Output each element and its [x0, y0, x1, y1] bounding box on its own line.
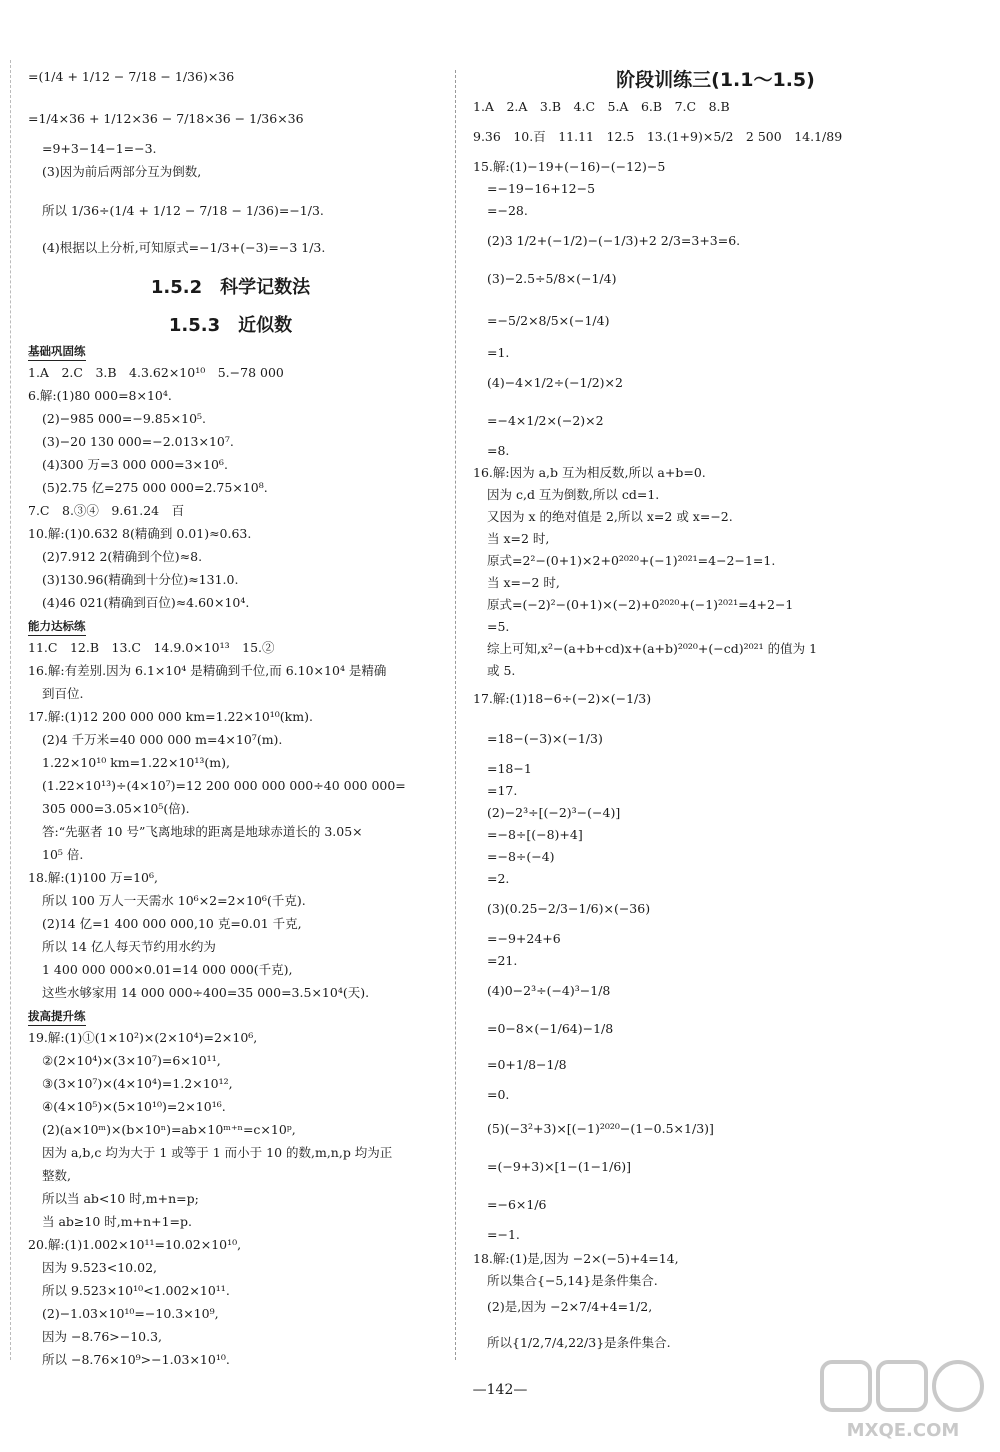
- text-line: (3)−20 130 000=−2.013×10⁷.: [42, 434, 234, 449]
- text-line: (4)300 万=3 000 000=3×10⁶.: [42, 457, 228, 472]
- text-line: =5.: [487, 619, 510, 634]
- page-number: —142—: [472, 1382, 528, 1398]
- watermark-url: MXQE.COM: [846, 1420, 960, 1441]
- text-line: 1 400 000 000×0.01=14 000 000(千克),: [42, 962, 293, 977]
- text-line: 305 000=3.05×10⁵(倍).: [42, 801, 190, 816]
- text-line: =1.: [487, 345, 510, 360]
- text-line: 1.A 2.C 3.B 4.3.62×10¹⁰ 5.−78 000: [28, 365, 284, 380]
- text-line: =−9+24+6: [487, 931, 561, 946]
- text-line: 所以 1/36÷(1/4 + 1/12 − 7/18 − 1/36)=−1/3.: [42, 203, 324, 218]
- text-line: 又因为 x 的绝对值是 2,所以 x=2 或 x=−2.: [487, 509, 733, 524]
- text-line: =−1.: [487, 1227, 520, 1242]
- text-line: =0.: [487, 1087, 510, 1102]
- text-line: =−6×1/6: [487, 1197, 547, 1212]
- text-line: =−19−16+12−5: [487, 181, 596, 196]
- text-line: 18.解:(1)100 万=10⁶,: [28, 870, 158, 885]
- text-line: =2.: [487, 871, 510, 886]
- text-line: =17.: [487, 783, 518, 798]
- subsection-title: 拔高提升练: [28, 1008, 86, 1026]
- text-line: 17.解:(1)12 200 000 000 km=1.22×10¹⁰(km).: [28, 709, 313, 724]
- text-line: 9.36 10.百 11.11 12.5 13.(1+9)×5/2 2 500 14.1/89: [473, 129, 843, 144]
- subsection-title: 基础巩固练: [28, 343, 86, 361]
- text-line: (1.22×10¹³)÷(4×10⁷)=12 200 000 000 000÷40 000 000=: [42, 778, 406, 793]
- section-heading: 1.5.2 科学记数法: [150, 277, 311, 298]
- text-line: =−5/2×8/5×(−1/4): [487, 313, 610, 328]
- text-line: (2)4 千万米=40 000 000 m=4×10⁷(m).: [42, 732, 283, 747]
- text-line: 所以 9.523×10¹⁰<1.002×10¹¹.: [42, 1283, 230, 1298]
- text-line: 所以 100 万人一天需水 10⁶×2=2×10⁶(千克).: [42, 893, 306, 908]
- text-line: (5)(−3²+3)×[(−1)²⁰²⁰−(1−0.5×1/3)]: [487, 1121, 714, 1136]
- text-line: 综上可知,x²−(a+b+cd)x+(a+b)²⁰²⁰+(−cd)²⁰²¹ 的值为 1: [487, 641, 818, 656]
- text-line: 16.解:因为 a,b 互为相反数,所以 a+b=0.: [473, 465, 706, 480]
- text-line: 原式=2²−(0+1)×2+0²⁰²⁰+(−1)²⁰²¹=4−2−1=1.: [487, 553, 776, 568]
- text-line: 10⁵ 倍.: [42, 847, 84, 862]
- text-line: (2)3 1/2+(−1/2)−(−1/3)+2 2/3=3+3=6.: [487, 233, 741, 248]
- text-line: 19.解:(1)①(1×10²)×(2×10⁴)=2×10⁶,: [28, 1030, 258, 1045]
- text-line: 11.C 12.B 13.C 14.9.0×10¹³ 15.②: [28, 640, 275, 655]
- text-line: (2)(a×10ᵐ)×(b×10ⁿ)=ab×10ᵐ⁺ⁿ=c×10ᵖ,: [42, 1122, 296, 1137]
- text-line: 或 5.: [487, 663, 516, 678]
- text-line: =(−9+3)×[1−(1−1/6)]: [487, 1159, 632, 1174]
- text-line: ④(4×10⁵)×(5×10¹⁰)=2×10¹⁶.: [42, 1099, 226, 1114]
- text-line: 6.解:(1)80 000=8×10⁴.: [28, 388, 172, 403]
- text-line: =−8÷(−4): [487, 849, 555, 864]
- text-line: =−8÷[(−8)+4]: [487, 827, 583, 842]
- text-line: 1.22×10¹⁰ km=1.22×10¹³(m),: [42, 755, 230, 770]
- text-line: 所以 14 亿人每天节约用水约为: [42, 939, 216, 954]
- text-line: =8.: [487, 443, 510, 458]
- text-line: 因为 a,b,c 均为大于 1 或等于 1 而小于 10 的数,m,n,p 均为正: [42, 1145, 393, 1160]
- text-line: (2)是,因为 −2×7/4+4=1/2,: [487, 1299, 653, 1314]
- text-line: 答:“先驱者 10 号”飞离地球的距离是地球赤道长的 3.05×: [42, 824, 363, 839]
- text-line: 这些水够家用 14 000 000÷400=35 000=3.5×10⁴(天).: [42, 985, 370, 1000]
- text-line: 10.解:(1)0.632 8(精确到 0.01)≈0.63.: [28, 526, 252, 541]
- text-line: 到百位.: [42, 686, 84, 701]
- stage-training-title: 阶段训练三(1.1～1.5): [616, 69, 815, 91]
- text-line: (2)−985 000=−9.85×10⁵.: [42, 411, 207, 426]
- text-line: (5)2.75 亿=275 000 000=2.75×10⁸.: [42, 480, 268, 495]
- text-line: 7.C 8.③④ 9.61.24 百: [28, 503, 185, 518]
- text-line: 原式=(−2)²−(0+1)×(−2)+0²⁰²⁰+(−1)²⁰²¹=4+2−1: [487, 597, 794, 612]
- text-line: 整数,: [42, 1168, 71, 1183]
- text-line: (3)(0.25−2/3−1/6)×(−36): [487, 901, 651, 916]
- text-line: =0−8×(−1/64)−1/8: [487, 1021, 614, 1036]
- text-line: 所以集合{−5,14}是条件集合.: [487, 1273, 658, 1288]
- text-line: 因为 −8.76>−10.3,: [42, 1329, 163, 1344]
- text-line: (3)130.96(精确到十分位)≈131.0.: [42, 572, 239, 587]
- text-line: ②(2×10⁴)×(3×10⁷)=6×10¹¹,: [42, 1053, 221, 1068]
- subsection-title: 能力达标练: [28, 618, 86, 636]
- text-line: (4)46 021(精确到百位)≈4.60×10⁴.: [42, 595, 250, 610]
- text-line: 所以{1/2,7/4,22/3}是条件集合.: [487, 1335, 671, 1350]
- text-line: (2)−1.03×10¹⁰=−10.3×10⁹,: [42, 1306, 219, 1321]
- text-line: (2)−2³÷[(−2)³−(−4)]: [487, 805, 621, 820]
- text-line: =−28.: [487, 203, 528, 218]
- section-heading: 1.5.3 近似数: [168, 315, 293, 336]
- text-line: 当 ab≥10 时,m+n+1=p.: [42, 1214, 193, 1229]
- text-line: 20.解:(1)1.002×10¹¹=10.02×10¹⁰,: [28, 1237, 242, 1252]
- text-line: 1.A 2.A 3.B 4.C 5.A 6.B 7.C 8.B: [473, 99, 730, 114]
- text-line: (4)根据以上分析,可知原式=−1/3+(−3)=−3 1/3.: [42, 240, 326, 255]
- text-line: =21.: [487, 953, 518, 968]
- text-line: (3)因为前后两部分互为倒数,: [42, 164, 202, 179]
- text-line: (4)−4×1/2÷(−1/2)×2: [487, 375, 623, 390]
- text-line: =9+3−14−1=−3.: [42, 141, 157, 156]
- column-divider: [455, 70, 456, 1360]
- text-line: 18.解:(1)是,因为 −2×(−5)+4=14,: [473, 1251, 679, 1266]
- text-line: (2)7.912 2(精确到个位)≈8.: [42, 549, 203, 564]
- text-line: (3)−2.5÷5/8×(−1/4): [487, 271, 617, 286]
- watermark-logo: [818, 1358, 988, 1442]
- text-line: =1/4×36 + 1/12×36 − 7/18×36 − 1/36×36: [28, 111, 304, 126]
- binding-edge: [10, 60, 11, 1360]
- text-line: =(1/4 + 1/12 − 7/18 − 1/36)×36: [28, 69, 235, 84]
- text-line: 所以当 ab<10 时,m+n=p;: [42, 1191, 199, 1206]
- text-line: =18−1: [487, 761, 532, 776]
- text-line: ③(3×10⁷)×(4×10⁴)=1.2×10¹²,: [42, 1076, 233, 1091]
- text-line: 16.解:有差别.因为 6.1×10⁴ 是精确到千位,而 6.10×10⁴ 是精确: [28, 663, 387, 678]
- text-line: (2)14 亿=1 400 000 000,10 克=0.01 千克,: [42, 916, 302, 931]
- text-line: 当 x=−2 时,: [487, 575, 560, 590]
- text-line: 当 x=2 时,: [487, 531, 550, 546]
- text-line: 所以 −8.76×10⁹>−1.03×10¹⁰.: [42, 1352, 230, 1367]
- text-line: 因为 9.523<10.02,: [42, 1260, 157, 1275]
- text-line: 因为 c,d 互为倒数,所以 cd=1.: [487, 487, 660, 502]
- text-line: =18−(−3)×(−1/3): [487, 731, 603, 746]
- text-line: 17.解:(1)18−6÷(−2)×(−1/3): [473, 691, 652, 706]
- text-line: (4)0−2³÷(−4)³−1/8: [487, 983, 611, 998]
- text-line: =0+1/8−1/8: [487, 1057, 567, 1072]
- text-line: =−4×1/2×(−2)×2: [487, 413, 604, 428]
- text-line: 15.解:(1)−19+(−16)−(−12)−5: [473, 159, 666, 174]
